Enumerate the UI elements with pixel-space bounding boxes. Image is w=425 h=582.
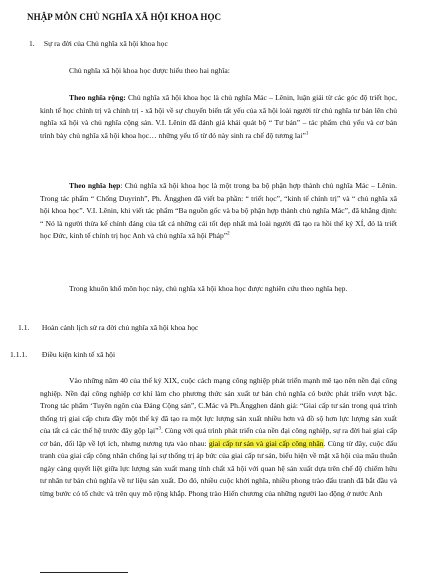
body-text-part-1: Vào những năm 40 của thế kỷ XIX, cuộc cách mạng công nghiệp phát triển mạnh mẽ tạo nên nền đại công nghiệp. Nền đại công nghiệp cơ khí làm cho phương thức sản xuất tư bản chủ nghĩa có bước phát triển vượt bậc. Trong tác phẩm ‘Tuyên ngôn của Đảng Cộng sản”, C.Mác và Ph.Ăngghen đánh giá: “Giai cấp tư sản trong quá trình thống trị giai cấp chưa đầy một thế kỷ đã tạo ra một lực lượng sản xuất nhiều hơn và đồ sộ hơn lực lượng sản xuất của tất cả các thế hệ trước đây gộp lại” <box>40 376 397 435</box>
narrow-meaning-label: Theo nghĩa hẹp <box>69 181 121 190</box>
footnote-marker-2: 2 <box>227 231 230 237</box>
highlighted-text: giai cấp tư sản và giai cấp công nhân <box>208 438 324 448</box>
section-1-1-heading <box>18 322 198 334</box>
scope-paragraph: Trong khuôn khổ môn học này, chủ nghĩa xã hội khoa học được nghiên cứu theo nghĩa hẹp. <box>69 284 348 293</box>
footnote-marker-1: 1 <box>305 130 309 136</box>
narrow-meaning-text: : Chủ nghĩa xã hội khoa học là một trong ba bộ phận hợp thành chủ nghĩa Mác – Lênin. Trong tác phẩm “ Chống Duyrinh”, Ph. Ăngghen đã viết ba phần: “ triết học”, “kinh tế chính trị” và “ chủ nghĩa xã hội khoa học”. V.I. Lênin, khi viết tác phẩm “Ba nguồn gốc và ba bộ phận hợp thành chủ nghĩa Mác”, đã khẳng định: “ Nó là người thừa kế chính đáng của tất cả những cái tốt đẹp nhất mà loài người đã tạo ra hồi thế kỷ XÍ, đó là triết học Đức, kinh tế chính trị học Anh và chủ nghĩa xã hội Pháp” <box>40 181 397 240</box>
section-1-1-1-title: Điều kiện kinh tế xã hội <box>41 350 116 359</box>
section-1-number: 1. <box>29 39 35 48</box>
section-1-1-1-heading <box>10 349 115 361</box>
section-1-1-1-number: 1.1.1. <box>10 350 28 359</box>
body-text-part-2: . Cùng với quá trình phát triển của nền đại công nghiệp, sự ra đời hai giai cấp cơ bản, đối lập về lợi ích, nhưng nương tựa vào nhau: <box>40 426 398 448</box>
broad-meaning-label: Theo nghĩa rộng: <box>69 93 126 102</box>
body-text-part-3: . Cùng từ đây, cuộc đấu tranh của giai cấp công nhân chống lại sự thống trị áp bức của giai cấp tư sản, biểu hiện về mặt xã hội của mâu thuẫn ngày càng quyết liệt giữa lực lượng sản xuất mang tính chất xã hội với quan hệ sản xuất dựa trên chế độ chiếm hữu tư nhân tư bản chủ nghĩa về tư liệu sản xuất. Do đó, nhiều cuộc khởi nghĩa, nhiều phong trào đấu tranh đã bắt đầu và từng bước có tổ chức và trên quy mô rộng khắp. Phong trào Hiến chương của những người lao động ở nước Anh <box>40 438 397 498</box>
intro-paragraph: Chủ nghĩa xã hội khoa học được hiểu theo hai nghĩa: <box>69 66 230 75</box>
section-1-1-number: 1.1. <box>18 323 30 332</box>
section-1-1-title: Hoàn cảnh lịch sử ra đời chủ nghĩa xã hội khoa học <box>41 323 199 332</box>
narrow-meaning-paragraph <box>40 180 397 243</box>
footnote-marker-3: 3 <box>158 426 161 432</box>
broad-meaning-text: Chủ nghĩa xã hội khoa học là chủ nghĩa Mác – Lênin, luận giải từ các góc độ triết học, kinh tế học chính trị và chính trị - xã hội về sự chuyển biến tất yếu của xã hội loài người từ chủ nghĩa tư bản lên chủ nghĩa xã hội và chủ nghĩa cộng sản. V.I. Lênin đã đánh giá khái quát bộ “ Tư bản” – tác phẩm chủ yếu và cơ bản trình bày chủ nghĩa xã hội khoa học… những yếu tố từ đó này sinh ra chế độ tương lai” <box>40 93 397 140</box>
section-1-title: Sự ra đời của Chủ nghĩa xã hội khoa học <box>43 39 168 48</box>
broad-meaning-paragraph <box>40 92 397 142</box>
document-title: NHẬP MÔN CHỦ NGHĨA XÃ HỘI KHOA HỌC <box>27 12 222 22</box>
economic-conditions-paragraph <box>40 375 397 500</box>
section-1-heading <box>29 38 168 50</box>
footnote-divider <box>40 572 128 573</box>
